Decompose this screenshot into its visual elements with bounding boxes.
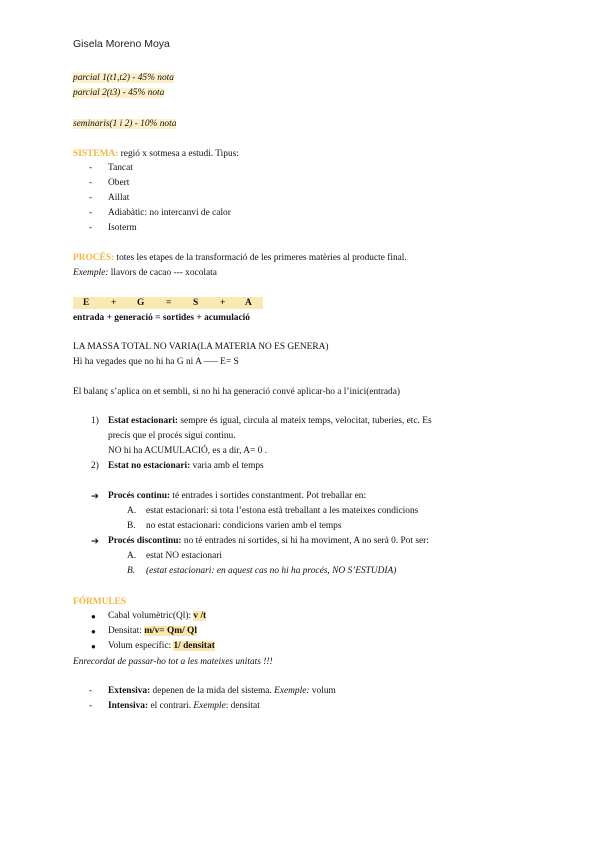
bullet-icon: ●: [91, 612, 96, 621]
balance-equation: E + G = S + A: [73, 297, 263, 309]
grading-line-seminars: seminaris(1 i 2) - 10% nota: [73, 119, 177, 129]
property-intensive: Intensiva: el contrari. Exemple: densitat: [108, 701, 260, 711]
bullet-icon: ●: [91, 642, 96, 651]
list-item: Tancat: [108, 163, 133, 173]
list-item: Aillat: [108, 193, 130, 203]
list-item: Obert: [108, 178, 130, 188]
sistema-definition: SISTEMA: regió x sotmesa a estudi. Tipus:: [73, 149, 239, 159]
formula-flow-rate: Cabal volumètric(Ql): v /t: [108, 611, 207, 621]
state-non-stationary: Estat no estacionari: varia amb el temps: [108, 461, 264, 471]
arrow-icon: ➔: [91, 537, 99, 547]
discontinuous-process: Procés discontinu: no té entrades ni sortides, si hi ha moviment, A no serà 0. Pot ser:: [108, 536, 429, 546]
list-item: Isoterm: [108, 223, 137, 233]
balanc-note: El balanç s’aplica on et sembli, si no hi ha generació convé aplicar-ho a l’inici(entrada): [73, 387, 401, 397]
formules-title: FÓRMULES: [73, 597, 127, 607]
document-page: Gisela Moreno Moya parcial 1(t1,t2) - 45% nota parcial 2(t3) - 45% nota seminaris(1 i 2) - 10% nota SISTEMA: regió x sotmesa a estudi. Tipus: - Tancat - Obert - Aillat - Adiabàtic: no intercanvi de calor - Isoterm PROCÉS: totes les etapes de la transformació de les primeres matèries al producte final. Exemple: llavors de cacao --- xocolata E + G = S + A entrada + generació = sortides + acumulació LA MASSA TOTAL NO VARIA(LA MATERIA NO ES GENERA) Hi ha vegades que no hi ha G ni A —– E= S El balanç s’aplica on et sembli, si no hi ha generació convé aplicar-ho a l’inici(entrada) 1) Estat estacionari: sempre és igual, circula al mateix temps, velocitat, tuberies, etc. Es precís que el procés sigui continu. NO hi ha ACUMULACIÓ, es a dir, A= 0 . 2) Estat no estacionari: varia amb el temps ➔ Procés continu: té entrades i sortides constantment. Pot treballar en: A. estat estacionari: si tota l’estona està treballant a les mateixes condicions B. no estat estacionari: condicions varien amb el temps ➔ Procés discontinu: no té entrades ni sortides, si hi ha moviment, A no serà 0. Pot ser: A. estat NO estacionari B. (estat estacionari: en aquest cas no hi ha procés, NO S’ESTUDIA) FÓRMULES ● Cabal volumètric(Ql): v /t ● Densitat: m/v= Qm/ Ql ● Volum específic: 1/ densitat Enrecordat de passar-ho tot a les mateixes unitats !!! - Extensiva: depenen de la mida del sistema. Exemple: volum - Intensiva: el contrari. Exemple: densitat: [73, 38, 432, 711]
list-item: estat NO estacionari: [146, 551, 223, 561]
massa-line-1: LA MASSA TOTAL NO VARIA(LA MATERIA NO ES GENERA): [73, 342, 329, 352]
property-extensive: Extensiva: depenen de la mida del sistema. Exemple: volum: [108, 686, 336, 696]
grading-line-1: parcial 1(t1,t2) - 45% nota: [73, 73, 174, 83]
list-item: estat estacionari: si tota l’estona està treballant a les mateixes condicions: [146, 506, 419, 516]
state-stationary-line-2: precís que el procés sigui continu.: [108, 431, 236, 441]
bullet-icon: ●: [91, 627, 96, 636]
state-stationary: Estat estacionari: sempre és igual, circula al mateix temps, velocitat, tuberies, etc. Es: [108, 416, 432, 426]
list-item: Adiabàtic: no intercanvi de calor: [108, 208, 231, 218]
sistema-label: SISTEMA:: [73, 149, 119, 159]
proces-label: PROCÉS:: [73, 253, 115, 263]
proces-definition: PROCÉS: totes les etapes de la transformació de les primeres matèries al producte final.: [73, 253, 407, 263]
state-stationary-line-3: NO hi ha ACUMULACIÓ, es a dir, A= 0 .: [108, 446, 268, 456]
formula-specific-volume: Volum específic: 1/ densitat: [108, 641, 215, 651]
formules-note: Enrecordat de passar-ho tot a les mateixes unitats !!!: [73, 657, 273, 667]
grading-line-2: parcial 2(t3) - 45% nota: [73, 88, 165, 98]
author-name: Gisela Moreno Moya: [73, 38, 170, 50]
arrow-icon: ➔: [91, 492, 99, 502]
list-item: no estat estacionari: condicions varien amb el temps: [146, 521, 342, 531]
continuous-process: Procés continu: té entrades i sortides constantment. Pot treballar en:: [108, 491, 367, 501]
formula-density: Densitat: m/v= Qm/ Ql: [108, 626, 197, 636]
balance-equation-words: entrada + generació = sortides + acumulació: [73, 313, 250, 323]
list-item: (estat estacionari: en aquest cas no hi ha procés, NO S’ESTUDIA): [146, 566, 397, 576]
proces-example: Exemple: llavors de cacao --- xocolata: [73, 268, 217, 278]
massa-line-2: Hi ha vegades que no hi ha G ni A —– E= S: [73, 357, 239, 367]
